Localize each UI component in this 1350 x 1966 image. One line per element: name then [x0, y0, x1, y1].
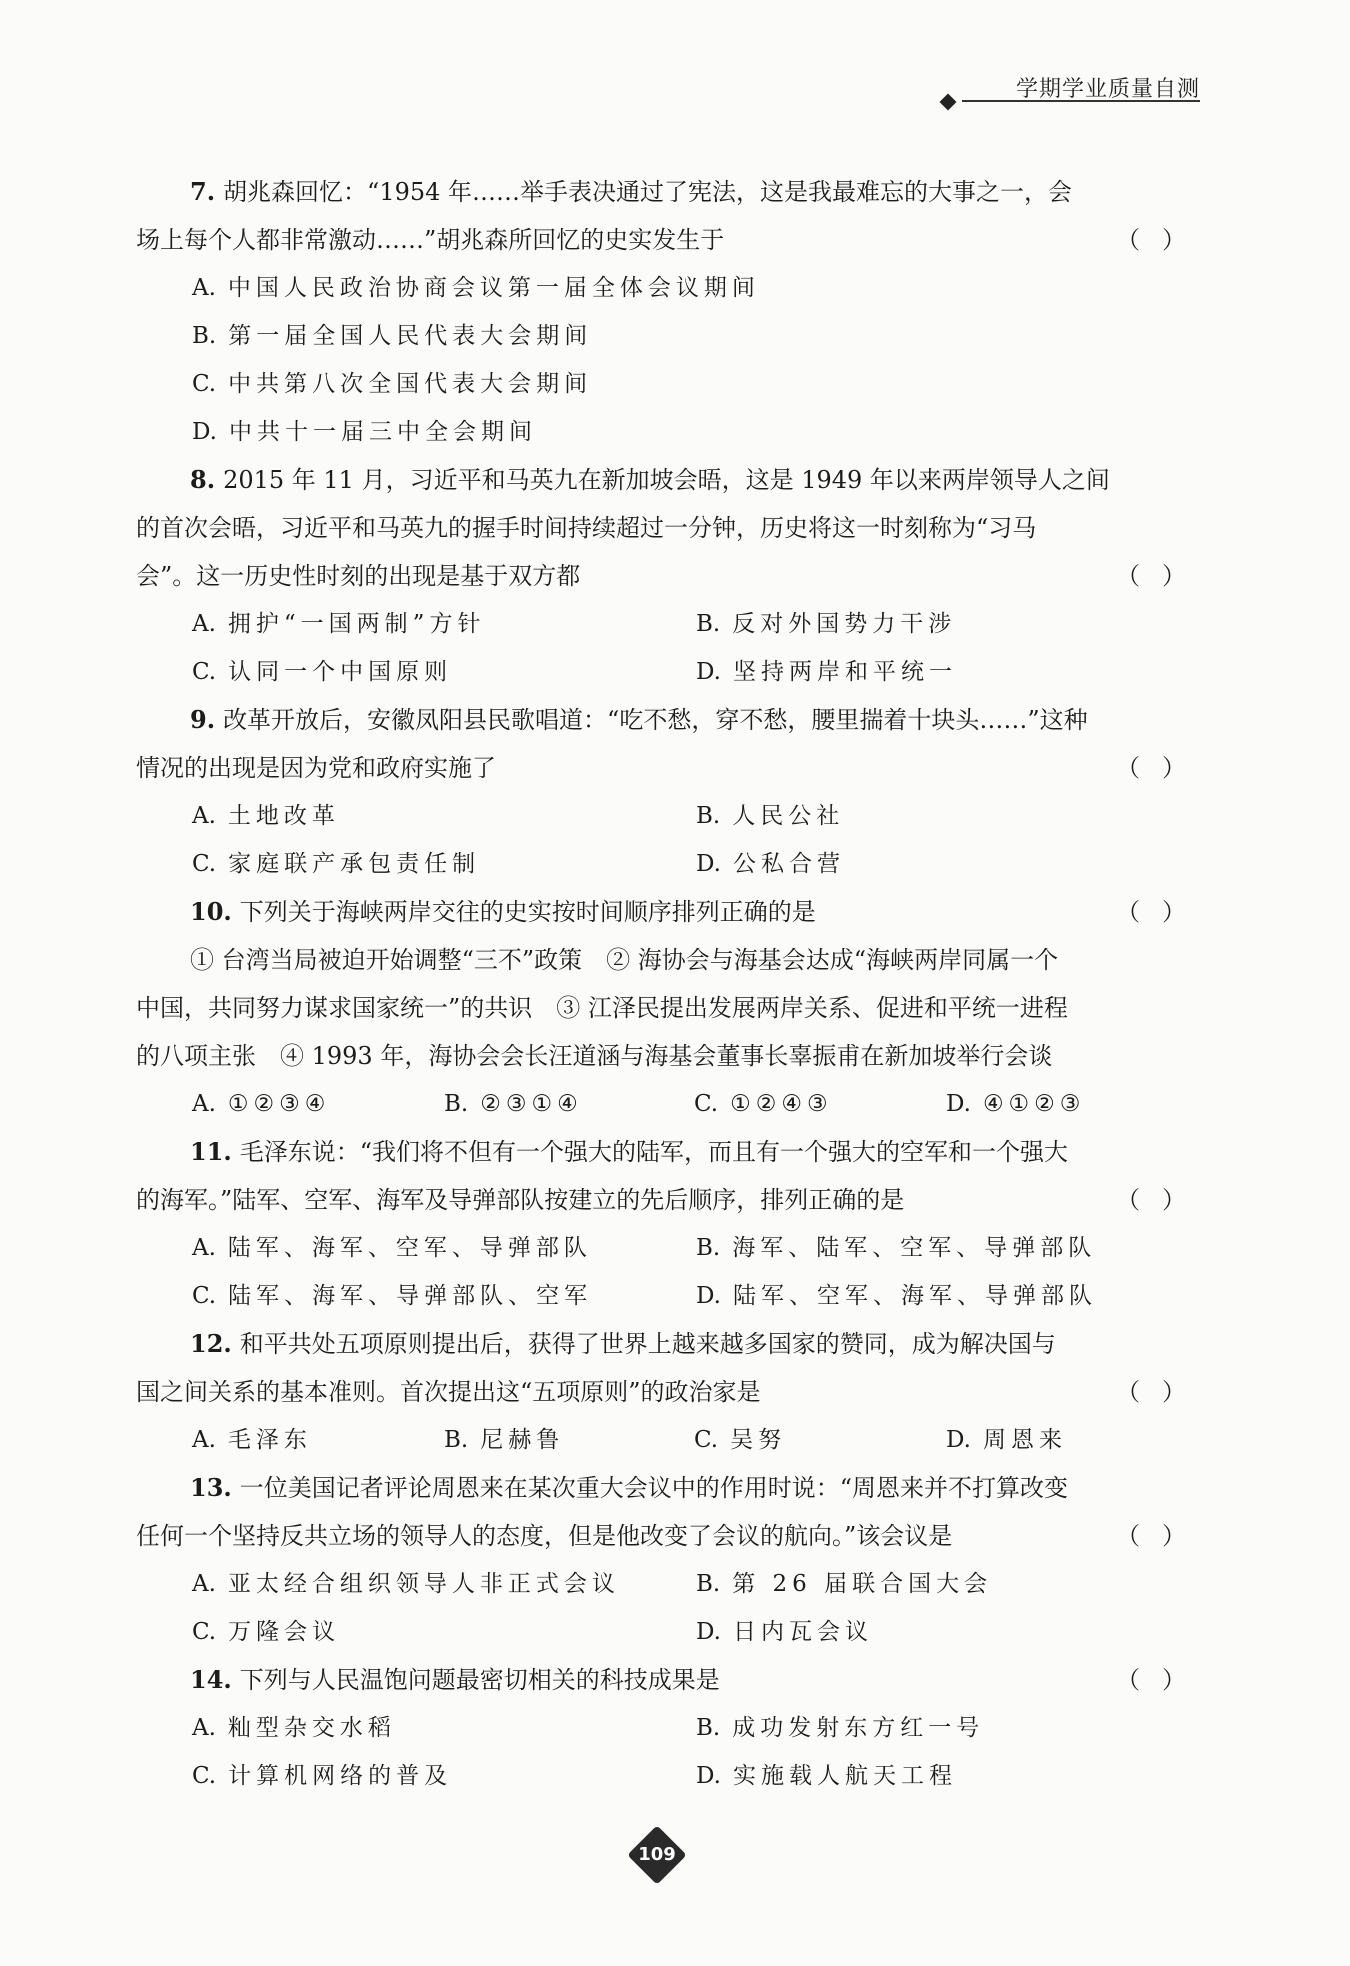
question-8-line-1: 8. 2015 年 11 月，习近平和马英九在新加坡会晤，这是 1949 年以来两岸领导人之间 — [190, 465, 1110, 494]
question-13-options-cd: C. 万隆会议 D. 日内瓦会议 — [192, 1619, 873, 1645]
question-10-item-line-2: 中国，共同努力谋求国家统一”的共识 ③ 江泽民提出发展两岸关系、促进和平统一进程 — [136, 994, 1068, 1022]
question-10-line-1: 10. 下列关于海峡两岸交往的史实按时间顺序排列正确的是 （ ） — [136, 888, 1186, 936]
answer-bracket: （ ） — [1116, 562, 1186, 590]
question-11-line-1: 11. 毛泽东说：“我们将不但有一个强大的陆军，而且有一个强大的空军和一个强大 — [190, 1137, 1069, 1166]
answer-bracket: （ ） — [1116, 754, 1186, 782]
page-number: 109 — [638, 1844, 676, 1865]
question-7-option-c: C. 中共第八次全国代表大会期间 — [192, 371, 593, 397]
question-13-line-2: 任何一个坚持反共立场的领导人的态度，但是他改变了会议的航向。”该会议是 （ ） — [136, 1512, 1186, 1560]
question-14-options-cd: C. 计算机网络的普及 D. 实施载人航天工程 — [192, 1763, 957, 1789]
question-7-line-1: 7. 胡兆森回忆：“1954 年……举手表决通过了宪法，这是我最难忘的大事之一，会 — [190, 177, 1073, 206]
question-12-line-2: 国之间关系的基本准则。首次提出这“五项原则”的政治家是 （ ） — [136, 1368, 1186, 1416]
question-14-options-ab: A. 籼型杂交水稻 B. 成功发射东方红一号 — [192, 1715, 985, 1741]
page-header — [940, 62, 1200, 108]
question-11-options-cd: C. 陆军、海军、导弹部队、空军 D. 陆军、空军、海军、导弹部队 — [192, 1283, 1097, 1309]
question-7-line-2: 场上每个人都非常激动……”胡兆森所回忆的史实发生于 （ ） — [136, 216, 1186, 264]
question-12-line-1: 12. 和平共处五项原则提出后，获得了世界上越来越多国家的赞同，成为解决国与 — [190, 1329, 1056, 1358]
question-9-line-1: 9. 改革开放后，安徽凤阳县民歌唱道：“吃不愁，穿不愁，腰里揣着十块头……”这种 — [190, 705, 1088, 734]
question-12-options: A. 毛泽东 B. 尼赫鲁 C. 吴努 D. 周恩来 — [192, 1427, 1067, 1453]
question-list — [136, 168, 1186, 1800]
question-13-line-1: 13. 一位美国记者评论周恩来在某次重大会议中的作用时说：“周恩来并不打算改变 — [190, 1473, 1069, 1502]
question-7-option-b: B. 第一届全国人民代表大会期间 — [192, 323, 593, 349]
question-9-options-ab: A. 土地改革 B. 人民公社 — [192, 803, 845, 829]
question-11-options-ab: A. 陆军、海军、空军、导弹部队 B. 海军、陆军、空军、导弹部队 — [192, 1235, 1097, 1261]
question-7-option-a: A. 中国人民政治协商会议第一届全体会议期间 — [192, 275, 760, 301]
question-9-line-2: 情况的出现是因为党和政府实施了 （ ） — [136, 744, 1186, 792]
question-8-line-2: 的首次会晤，习近平和马英九的握手时间持续超过一分钟，历史将这一时刻称为“习马 — [136, 514, 1037, 542]
question-10-item-line-3: 的八项主张 ④ 1993 年，海协会会长汪道涵与海基会董事长辜振甫在新加坡举行会谈 — [136, 1042, 1053, 1070]
diamond-icon — [940, 94, 957, 111]
question-10-item-line-1: ① 台湾当局被迫开始调整“三不”政策 ② 海协会与海基会达成“海峡两岸同属一个 — [190, 946, 1059, 974]
question-10-options: A. ①②③④ B. ②③①④ C. ①②④③ D. ④①②③ — [192, 1091, 1086, 1117]
answer-bracket: （ ） — [1116, 226, 1186, 254]
answer-bracket: （ ） — [1116, 1186, 1186, 1214]
answer-bracket: （ ） — [1116, 898, 1186, 926]
question-13-options-ab: A. 亚太经合组织领导人非正式会议 B. 第 26 届联合国大会 — [192, 1571, 993, 1597]
answer-bracket: （ ） — [1116, 1522, 1186, 1550]
question-8-options-ab: A. 拥护“一国两制”方针 B. 反对外国势力干涉 — [192, 611, 957, 637]
question-11-line-2: 的海军。”陆军、空军、海军及导弹部队按建立的先后顺序，排列正确的是 （ ） — [136, 1176, 1186, 1224]
question-8-line-3: 会”。这一历史性时刻的出现是基于双方都 （ ） — [136, 552, 1186, 600]
question-9-options-cd: C. 家庭联产承包责任制 D. 公私合营 — [192, 851, 845, 877]
question-7-option-d: D. 中共十一届三中全会期间 — [192, 419, 537, 445]
answer-bracket: （ ） — [1116, 1666, 1186, 1694]
answer-bracket: （ ） — [1116, 1378, 1186, 1406]
question-14-line-1: 14. 下列与人民温饱问题最密切相关的科技成果是 （ ） — [136, 1656, 1186, 1704]
page-number-badge — [632, 1830, 682, 1880]
question-8-options-cd: C. 认同一个中国原则 D. 坚持两岸和平统一 — [192, 659, 957, 685]
header-title: 学期学业质量自测 — [1015, 77, 1200, 102]
